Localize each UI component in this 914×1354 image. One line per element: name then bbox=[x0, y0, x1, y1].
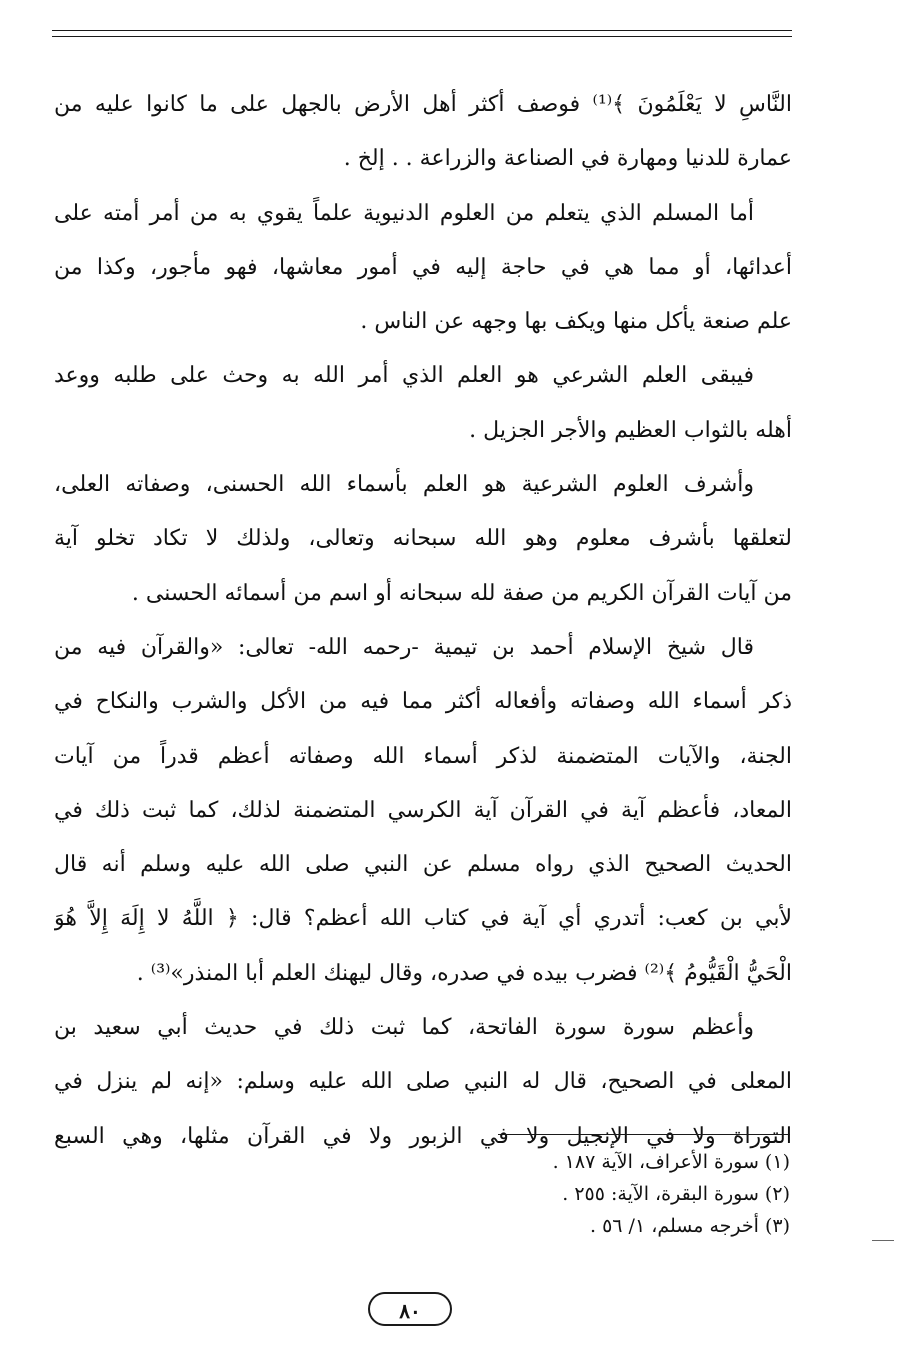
top-rule-upper bbox=[52, 30, 792, 31]
text-line: من آيات القرآن الكريم من صفة لله سبحانه أو اسم من أسمائه الحسنى . bbox=[131, 580, 792, 606]
footnotes bbox=[290, 1146, 790, 1242]
footnote-item: (٢) سورة البقرة، الآية: ٢٥٥ . bbox=[562, 1183, 790, 1205]
text-line: أما المسلم الذي يتعلم من العلوم الدنيوية علماً يقوي به من أمر أمته على bbox=[54, 200, 754, 226]
text-line: أعدائها، أو مما هي في حاجة إليه في أمور معاشها، فهو مأجور، وكذا من bbox=[54, 254, 792, 280]
text-line: المعاد، فأعظم آية في القرآن آية الكرسي المتضمنة لذلك، كما ثبت ذلك في bbox=[54, 797, 792, 823]
text-line: فيبقى العلم الشرعي هو العلم الذي أمر الله به وحث على طلبه ووعد bbox=[54, 363, 754, 389]
text-line: ذكر أسماء الله وصفاته وأفعاله أكثر مما فيه من الأكل والشرب والنكاح في bbox=[54, 689, 792, 715]
text-line: الجنة، والآيات المتضمنة لذكر أسماء الله وصفاته أعظم قدراً من آيات bbox=[54, 743, 792, 769]
text-line: الحديث الصحيح الذي رواه مسلم عن النبي صلى الله عليه وسلم أنه قال bbox=[54, 852, 792, 878]
footnote-separator bbox=[498, 1134, 790, 1135]
text-line: علم صنعة يأكل منها ويكف بها وجهه عن الناس . bbox=[360, 309, 792, 335]
text-line: الْحَيُّ الْقَيُّومُ ﴾⁽²⁾ فضرب بيده في صدره، وقال ليهنك العلم أبا المنذر»⁽³⁾ . bbox=[136, 960, 792, 986]
text-line: النَّاسِ لا يَعْلَمُونَ ﴾⁽¹⁾ فوصف أكثر أهل الأرض بالجهل على ما كانوا عليه من bbox=[54, 92, 792, 117]
top-rule-lower bbox=[52, 36, 792, 37]
text-line: قال شيخ الإسلام أحمد بن تيمية -رحمه الله- تعالى: «والقرآن فيه من bbox=[54, 634, 754, 660]
text-line: أهله بالثواب العظيم والأجر الجزيل . bbox=[469, 417, 792, 443]
footnote-item: (١) سورة الأعراف، الآية ١٨٧ . bbox=[552, 1151, 790, 1173]
text-line: لتعلقها بأشرف معلوم وهو الله سبحانه وتعالى، ولذلك لا تكاد تخلو آية bbox=[54, 526, 792, 552]
text-line: عمارة للدنيا ومهارة في الصناعة والزراعة . . إلخ . bbox=[343, 146, 792, 172]
text-line: التوراة ولا في الإنجيل ولا في الزبور ولا في القرآن مثلها، وهي السبع bbox=[54, 1123, 792, 1149]
footnote-item: (٣) أخرجه مسلم، ١/ ٥٦ . bbox=[590, 1215, 790, 1237]
main-text bbox=[54, 78, 792, 1164]
margin-mark bbox=[872, 1240, 894, 1241]
text-line: وأعظم سورة سورة الفاتحة، كما ثبت ذلك في حديث أبي سعيد بن bbox=[54, 1015, 754, 1041]
text-line: وأشرف العلوم الشرعية هو العلم بأسماء الله الحسنى، وصفاته العلى، bbox=[54, 472, 754, 498]
text-line: لأبي بن كعب: أتدري أي آية في كتاب الله أعظم؟ قال: ﴿ اللَّهُ لا إِلَهَ إِلاَّ هُوَ bbox=[54, 906, 792, 932]
text-line: المعلى في الصحيح، قال له النبي صلى الله عليه وسلم: «إنه لم ينزل في bbox=[54, 1069, 792, 1095]
page-number: ٨٠ bbox=[368, 1292, 452, 1326]
